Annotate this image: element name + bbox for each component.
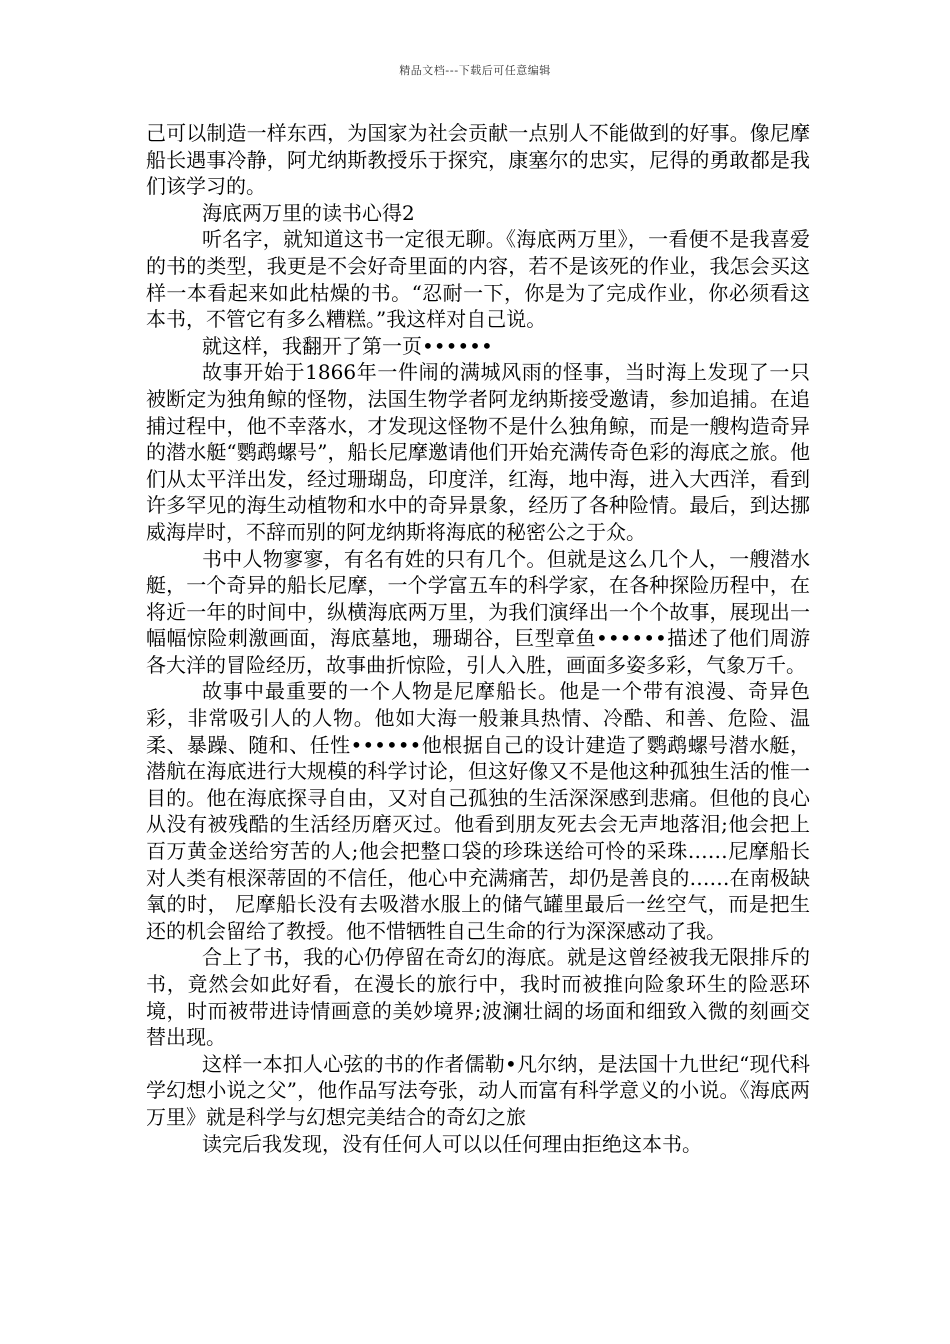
paragraph: 书中人物寥寥，有名有姓的只有几个。但就是这么几个人，一艘潜水艇，一个奇异的船长尼摩，一个学富五车的科学家，在各种探险历程中，在将近一年的时间中，纵横海底两万里，为我们演绎出一个个故事，展现出一幅幅惊险刺激画面，海底墓地，珊瑚谷，巨型章鱼••••••描述了他们周游各大洋的冒险经历，故事曲折惊险，引人入胜，画面多姿多彩，气象万千。 — [146, 546, 810, 677]
document-body — [146, 120, 810, 1157]
paragraph: 就这样，我翻开了第一页•••••• — [202, 333, 493, 358]
paragraph: 故事开始于1866年一件闹的满城风雨的怪事，当时海上发现了一只被断定为独角鲸的怪物，法国生物学者阿龙纳斯接受邀请，参加追捕。在追捕过程中，他不幸落水，才发现这怪物不是什么独角鲸，而是一艘构造奇异的潜水艇“鹦鹉螺号”，船长尼摩邀请他们开始充满传奇色彩的海底之旅。他们从太平洋出发，经过珊瑚岛，印度洋，红海，地中海，进入大西洋，看到许多罕见的海生动植物和水中的奇异景象，经历了各种险情。最后，到达挪威海岸时，不辞而别的阿龙纳斯将海底的秘密公之于众。 — [146, 360, 810, 544]
paragraph: 这样一本扣人心弦的书的作者儒勒•凡尔纳，是法国十九世纪“现代科学幻想小说之父”，他作品写法夸张，动人而富有科学意义的小说。《海底两万里》就是科学与幻想完美结合的奇幻之旅 — [146, 1051, 810, 1129]
paragraph: 故事中最重要的一个人物是尼摩船长。他是一个带有浪漫、奇异色彩，非常吸引人的人物。他如大海一般兼具热情、冷酷、和善、危险、温柔、暴躁、随和、任性••••••他根据自己的设计建造了鹦鹉螺号潜水艇，潜航在海底进行大规模的科学讨论，但这好像又不是他这种孤独生活的惟一目的。他在海底探寻自由，又对自己孤独的生活深深感到悲痛。但他的良心从没有被残酷的生活经历磨灭过。他看到朋友死去会无声地落泪;他会把上百万黄金送给穷苦的人;他会把整口袋的珍珠送给可怜的采珠……尼摩船长对人类有根深蒂固的不信任，他心中充满痛苦，却仍是善良的……在南极缺氧的时， 尼摩船长没有去吸潜水服上的储气罐里最后一丝空气，而是把生还的机会留给了教授。他不惜牺牲自己生命的行为深深感动了我。 — [146, 679, 810, 943]
paragraph: 听名字，就知道这书一定很无聊。《海底两万里》，一看便不是我喜爱的书的类型，我更是不会好奇里面的内容，若不是该死的作业，我怎会买这样一本看起来如此枯燥的书。“忍耐一下，你是为了完成作业，你必须看这本书，不管它有多么糟糕。”我这样对自己说。 — [146, 227, 810, 332]
page-header: 精品文档---下载后可任意编辑 — [399, 64, 551, 77]
section-heading: 海底两万里的读书心得2 — [202, 200, 415, 225]
paragraph-intro: 己可以制造一样东西，为国家为社会贡献一点别人不能做到的好事。像尼摩船长遇事冷静，阿尤纳斯教授乐于探究，康塞尔的忠实，尼得的勇敢都是我们该学习的。 — [146, 121, 810, 199]
paragraph-closing: 读完后我发现，没有任何人可以以任何理由拒绝这本书。 — [202, 1131, 702, 1156]
paragraph: 合上了书，我的心仍停留在奇幻的海底。就是这曾经被我无限排斥的书，竟然会如此好看，在漫长的旅行中，我时而被推向险象环生的险恶环境，时而被带进诗情画意的美妙境界;波澜壮阔的场面和细致入微的刻画交替出现。 — [146, 945, 810, 1050]
